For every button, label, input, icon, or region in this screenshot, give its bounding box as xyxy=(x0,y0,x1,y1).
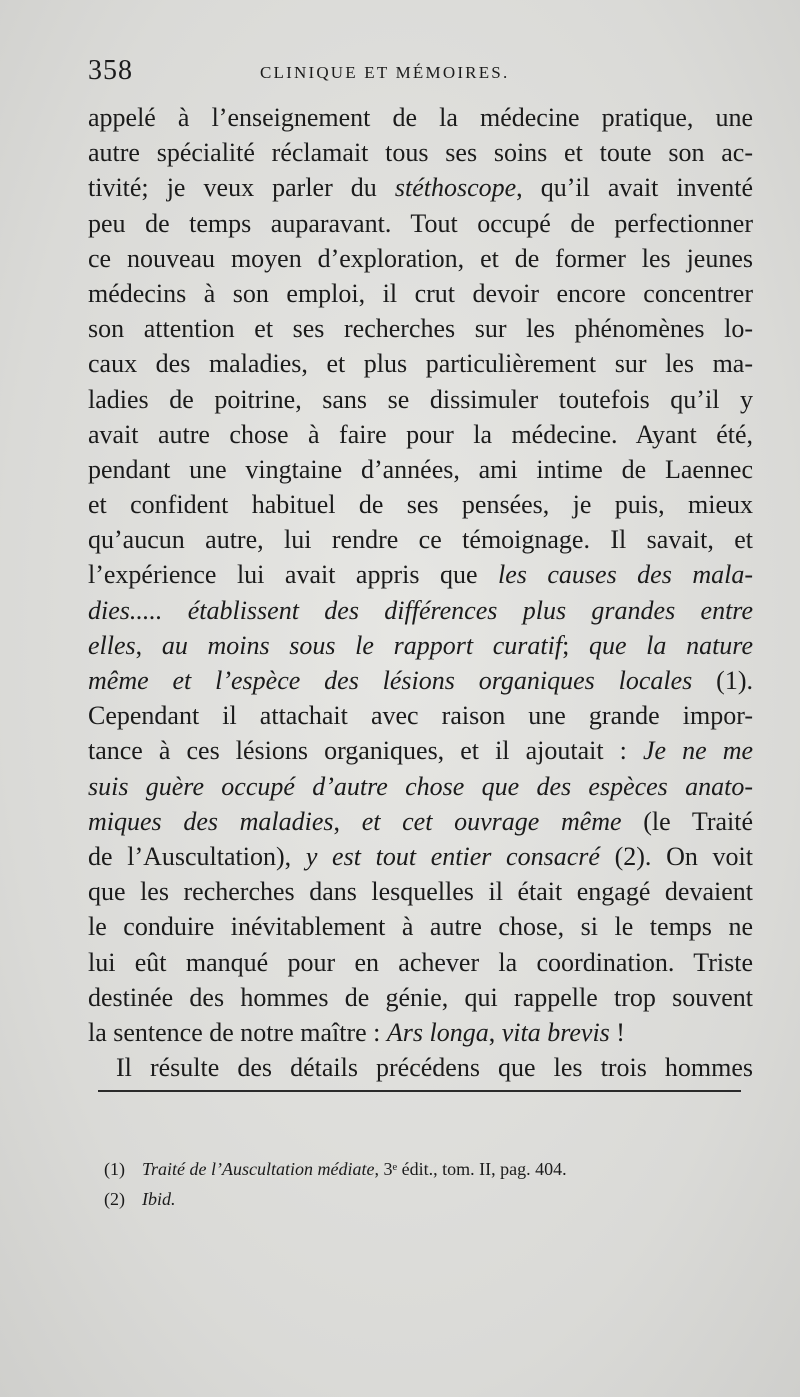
footnote xyxy=(104,1184,724,1214)
text-run: destinée des hommes de génie, qui rappelle trop souvent xyxy=(88,982,753,1012)
body-text xyxy=(88,100,753,1085)
text-line xyxy=(88,346,753,381)
text-run: tance à ces lésions organiques, et il ajoutait : xyxy=(88,736,643,766)
italic-text-run: même et l’espèce des lésions organiques locales xyxy=(88,666,693,695)
text-line xyxy=(88,804,753,839)
footnote-rule xyxy=(98,1090,741,1092)
italic-text-run: dies..... établissent des différences plus grandes entre xyxy=(88,595,753,625)
text-run: , xyxy=(135,630,162,660)
text-run: (le Traité xyxy=(621,806,754,836)
italic-text-run: stéthoscope xyxy=(394,173,517,203)
text-run: ! xyxy=(609,1017,625,1047)
text-run: qu’aucun autre, lui rendre ce témoignage. Il savait, et xyxy=(88,525,753,555)
text-line xyxy=(88,382,753,417)
text-line xyxy=(88,769,753,804)
text-run: l’expérience lui avait appris que xyxy=(88,560,498,590)
text-run: , qu’il avait inventé xyxy=(516,173,753,203)
text-line xyxy=(88,874,753,909)
footnote-italic-run: Ibid. xyxy=(142,1189,176,1209)
text-run: lui eût manqué pour en achever la coordination. Triste xyxy=(88,947,753,977)
italic-text-run: Je ne me xyxy=(642,736,754,766)
footnote-mark: (2) xyxy=(104,1189,125,1209)
text-line xyxy=(88,663,753,698)
footnote-italic-run: Traité de l’Auscultation médiate xyxy=(142,1159,375,1179)
text-line xyxy=(88,100,753,135)
text-line xyxy=(88,839,753,874)
text-line xyxy=(88,945,753,980)
text-line xyxy=(88,241,753,276)
text-line xyxy=(88,593,753,628)
text-run: peu de temps auparavant. Tout occupé de perfectionner xyxy=(88,208,753,238)
text-run: tivité; je veux parler du xyxy=(88,173,395,203)
text-line xyxy=(88,170,753,205)
text-line xyxy=(88,311,753,346)
text-line xyxy=(88,628,753,663)
text-line xyxy=(88,1050,753,1085)
italic-text-run: y est tout entier consacré xyxy=(305,841,600,871)
text-run: Cependant il attachait avec raison une grande impor- xyxy=(88,701,753,731)
text-run: ladies de poitrine, sans se dissimuler toutefois qu’il y xyxy=(88,384,753,414)
page-number: 358 xyxy=(88,55,133,86)
text-run: pendant une vingtaine d’années, ami intime de Laennec xyxy=(88,454,753,484)
italic-text-run: elles xyxy=(88,630,136,660)
text-run: (2). On voit xyxy=(599,841,753,871)
footnote-text-run: , 3ᵉ édit., tom. II, pag. 404. xyxy=(374,1159,567,1179)
text-line xyxy=(88,452,753,487)
running-head: CLINIQUE ET MÉMOIRES. xyxy=(260,63,510,82)
text-run: Il résulte des détails précédens que les trois hommes xyxy=(116,1053,753,1083)
italic-text-run: que la nature xyxy=(588,630,753,660)
text-line xyxy=(88,980,753,1015)
italic-text-run: vita brevis xyxy=(501,1017,610,1047)
text-run: et confident habituel de ses pensées, je puis, mieux xyxy=(88,490,753,520)
text-run: appelé à l’enseignement de la médecine pratique, une xyxy=(88,103,753,132)
italic-text-run: Ars longa xyxy=(386,1017,489,1047)
text-line xyxy=(88,557,753,592)
text-run: médecins à son emploi, il crut devoir encore concentrer xyxy=(88,278,753,308)
text-run: avait autre chose à faire pour la médecine. Ayant été, xyxy=(88,419,753,449)
footnote-mark: (1) xyxy=(104,1159,125,1179)
text-run: , xyxy=(488,1017,502,1047)
text-line xyxy=(88,1015,753,1050)
text-run: la sentence de notre maître : xyxy=(88,1017,387,1047)
footnote xyxy=(104,1154,724,1184)
text-line xyxy=(88,135,753,170)
text-run: , xyxy=(333,806,362,836)
text-line xyxy=(88,522,753,557)
text-line xyxy=(88,733,753,768)
text-run: ce nouveau moyen d’exploration, et de former les jeunes xyxy=(88,243,753,273)
text-run: son attention et ses recherches sur les phénomènes lo- xyxy=(88,314,753,344)
text-line xyxy=(88,417,753,452)
text-line xyxy=(88,487,753,522)
text-line xyxy=(88,276,753,311)
text-line xyxy=(88,909,753,944)
italic-text-run: au moins sous le rapport curatif xyxy=(161,630,563,660)
page-header xyxy=(88,55,753,95)
text-line xyxy=(88,698,753,733)
italic-text-run: et cet ouvrage même xyxy=(361,806,622,836)
text-run: de l’Auscultation), xyxy=(88,841,306,871)
footnotes xyxy=(104,1154,724,1214)
italic-text-run: les causes des mala- xyxy=(498,560,753,590)
text-run: caux des maladies, et plus particulièrement sur les ma- xyxy=(88,349,753,379)
italic-text-run: miques des maladies xyxy=(88,806,334,836)
text-run: (1). xyxy=(692,666,753,695)
text-run: ; xyxy=(562,630,589,660)
text-run: autre spécialité réclamait tous ses soins et toute son ac- xyxy=(88,138,753,168)
text-line xyxy=(88,206,753,241)
italic-text-run: suis guère occupé d’autre chose que des espèces anato- xyxy=(88,771,753,801)
text-run: que les recherches dans lesquelles il était engagé devaient xyxy=(88,877,753,907)
text-run: le conduire inévitablement à autre chose, si le temps ne xyxy=(88,912,753,942)
